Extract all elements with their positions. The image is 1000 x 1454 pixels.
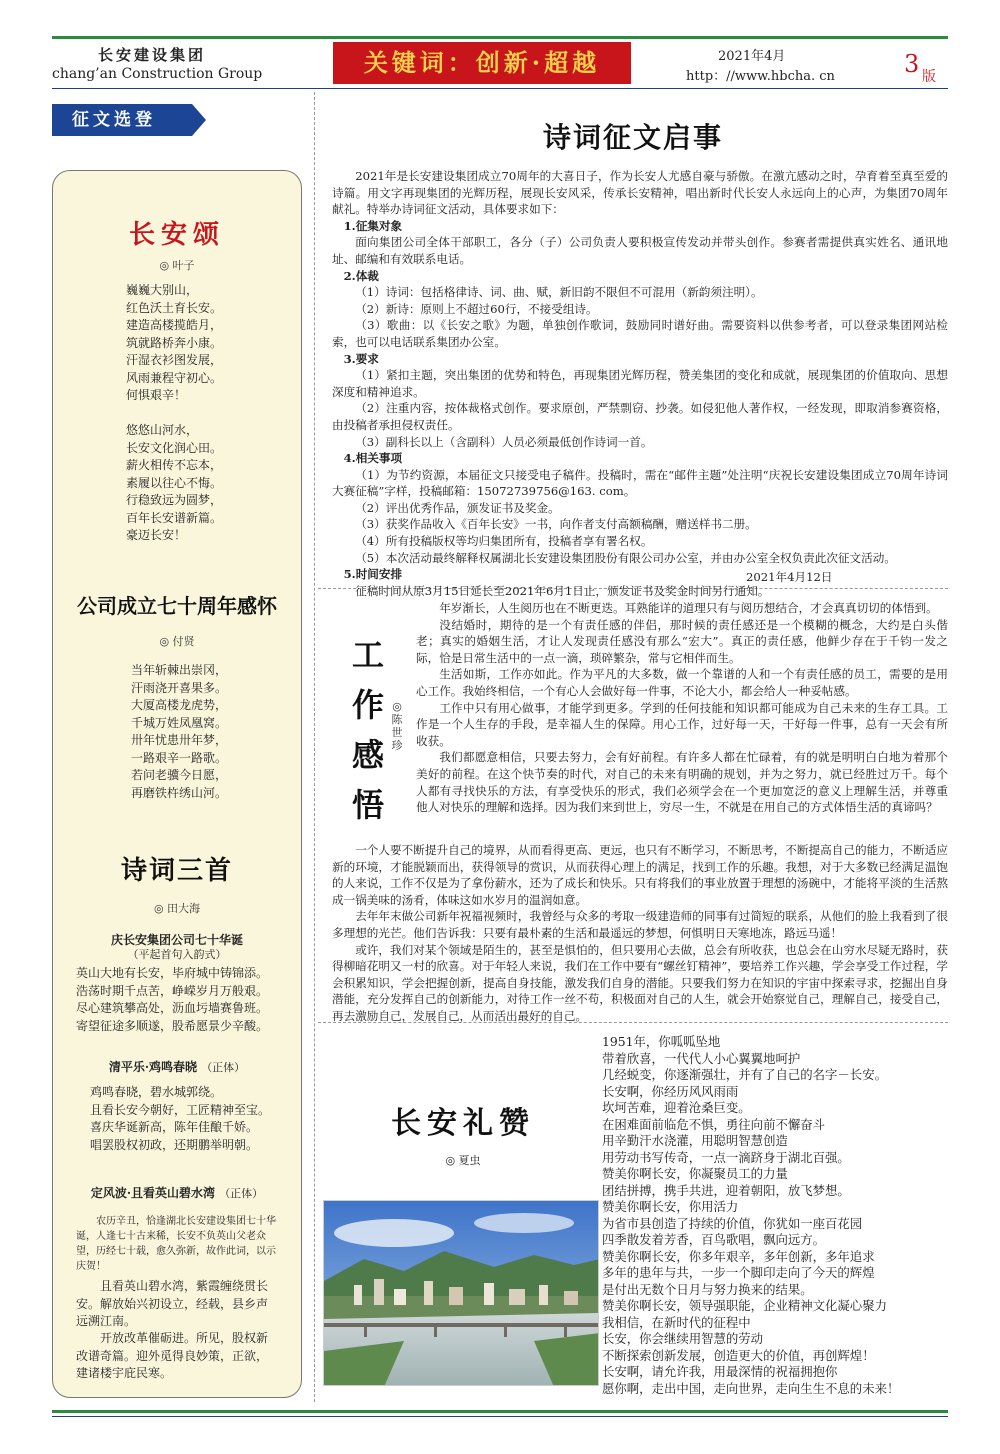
section-tag: 征文选登	[52, 104, 192, 136]
column-separator	[314, 92, 315, 1402]
subpoem-text: 开放改革催砺进。所见，股权新改谱奇篇。迎外觅得良妙策，正欲，建诸楼宇庇民寒。	[76, 1331, 269, 1380]
org-name-cn: 长安建设集团	[98, 46, 207, 64]
praise-author: ◎ 夏虫	[445, 1154, 481, 1167]
city-river-photo	[323, 1200, 599, 1386]
poem-author: ◎ 叶子	[159, 259, 195, 272]
subpoem-note: （平起首句入韵式）	[127, 948, 227, 961]
poem-author: ◎ 付贤	[159, 635, 195, 648]
website-url[interactable]: http：//www.hbcha. cn	[686, 69, 835, 84]
header-rule	[52, 88, 948, 89]
bottom-rule	[52, 1410, 948, 1413]
poem-stanza: 悠悠山河水， 长安文化润心田。 薪火相传不忘本， 素履以往心不悔。 行稳致远为圆梦， 百年长安谱新篇。 豪迈长安！	[126, 423, 223, 542]
praise-poem-text: 1951年，你呱呱坠地 带着欣喜，一代代人小心翼翼地呵护 几经蜕变，你逐渐强壮，并有了自己的名字－长安。 长安啊，你经历风风雨雨 坎坷苦难，迎着沧桑巨变。 在困难面前临危不惧，勇往向前不懈奋斗 用辛勤汗水浇灌，用聪明智慧创造 用劳动书写传奇，一点一滴跻身于湖北百强。 赞美你啊长安，你凝聚员工的力量 团结拼搏，携手共进，迎着朝阳，放飞梦想。 赞美你啊长安，你用活力 为省市县创造了持续的价值，你犹如一座百花园 四季散发着芳香，百鸟歌唱，飘向远方。 赞美你啊长安，你多年艰辛，多年创新，多年追求 多年的患年与共，一步一个脚印走向了今天的辉煌 是付出无数个日月与努力换来的结果。 赞美你啊长安，领导强职能，企业精神文化凝心聚力 我相信，在新时代的征程中 长安，你会继续用智慧的劳动 不断探索创新发展，创造更大的价值，再创辉煌！ 长安啊，请允许我，用最深情的祝福拥抱你 愿你啊，走出中国，走向世界，走向生生不息的未来！	[602, 1034, 900, 1396]
page-suffix: 版	[922, 69, 936, 85]
essay-body-upper: 年岁渐长，人生阅历也在不断更迭。耳熟能详的道理只有与阅历想结合，才会真真切切的体悟到。 没结婚时，期待的是一个有责任感的伴侣，那时候的责任感还是一个模糊的概念，大约是白头偕老；真实的婚姻生活，才让人发现责任感没有那么“宏大”。真正的责任感，他鲜少存在于千钧一发之际，恰是日常生活中的一点一滴，琐碎繁杂，常与它相伴而生。 生活如斯，工作亦如此。作为平凡的大多数，做一个靠谱的人和一个有责任感的员工，需要的是用心工作。我始终相信，一个有心人会做好每一件事，不论大小，都会给人一种妥帖感。 工作中只有用心做事，才能学到更多。学到的任何技能和知识都可能成为自己未来的生存工具。工作是一个人生存的手段，是幸福人生的保障。用心工作，过好每一天，干好每一件事，总有一天会有所收获。 我们都愿意相信，只要去努力，会有好前程。有许多人都在忙碌着，有的就是明明白白地为着那个美好的前程。在这个快节奏的时代，对自己的未来有明确的规划，并为之努力，就已经胜过万千。每个人都有寻找快乐的方法，有享受快乐的形式，我们必须学会在一个更加宽泛的意义上理解生活，并尊重他人对快乐的理解和选择。因为我们来到世上，穷尽一生，不就是在用自己的方式体悟生活的真谛吗？	[416, 601, 948, 815]
top-rule	[52, 36, 948, 39]
notice-date: 2021年4月12日	[746, 570, 833, 584]
page-number: 3	[904, 50, 920, 78]
subpoem-text: 鸡鸣春晓，碧水城郭绕。 且看长安今朝好，工匠精神至宝。 喜庆华诞新高，陈年佳酿千娇。 唱罢股权初政，还期鹏举明朝。	[90, 1085, 271, 1152]
keyword-banner: 关键词：创新·超越	[333, 42, 631, 84]
subpoem-title: 清平乐·鸡鸣春晓 （正体）	[108, 1060, 246, 1074]
praise-title: 长安礼赞	[391, 1106, 535, 1141]
org-name-en: chang’an Construction Group	[52, 66, 263, 82]
bottom-rule-thin	[52, 1416, 948, 1417]
essay-body-lower: 一个人要不断提升自己的境界，从而看得更高、更远，也只有不断学习，不断思考，不断提高自己的能力，不断适应新的环境，才能脱颖而出，获得领导的赏识，从而获得心理上的满足，找到工作的乐趣。我想，对于大多数已经满足温饱的人来说，工作不仅是为了拿份薪水，还为了成长和快乐。只有将我们的事业放置于理想的汤碗中，才能将平淡的生活熬成一锅美味的汤肴，体味这如水岁月的温润如意。 去年年末做公司新年祝福视频时，我曾经与众多的考取一级建造师的同事有过简短的联系，从他们的脸上我看到了很多理想的光芒。他们告诉我：只要有最朴素的生活和最遥远的梦想，何惧明日天寒地冻，路远马遥！ 或许，我们对某个领域是陌生的，甚至是惧怕的，但只要用心去做，总会有所收获，也总会在山穷水尽疑无路时，获得柳暗花明又一村的欣喜。对于年轻人来说，我们在工作中要有“螺丝钉精神”，要培养工作兴趣，学会享受工作过程，学会积累知识，学会把握创新，提高自身技能，激发我们自身的潜能。只要我们努力在知识的宇宙中探索寻求，挖掘出自身潜能，充分发挥自己的创新能力，对待工作一丝不苟，积极面对自己的人生，就会开始察觉自己，理解自己，接受自己，再去激励自己，发展自己，从而活出最好的自己。	[332, 843, 948, 1023]
essay-title: 工 作 感 悟	[351, 636, 384, 824]
subpoem-preface: 农历辛丑，恰逢湖北长安建设集团七十华诞，人逢七十古来稀，长安不负英山父老众望，历经七十载，愈久弥新，故作此词，以示庆贺！	[76, 1216, 276, 1272]
notice-body: 2021年是长安建设集团成立70周年的大喜日子，作为长安人尤感自豪与骄傲。在激亢感动之时，孕育着至真至爱的诗篇。用文字再现集团的光辉历程，展现长安风采，传承长安精神，唱出新时代长安人永远向上的心声，为集团70周年献礼。特举办诗词征文活动，具体要求如下： 1.征集对象 面向集团公司全体干部职工，各分（子）公司负责人要积极宣传发动并带头创作。参赛者需提供真实姓名、通讯地址、邮编和有效联系电话。 2.体裁 （1）诗词：包括格律诗、词、曲、赋，新旧韵不限但不可混用（新韵须注明）。 （2）新诗：原则上不超过60行，不接受组诗。 （3）歌曲：以《长安之歌》为题，单独创作歌词，鼓励同时谱好曲。需要资料以供参考者，可以登录集团网站检索，也可以电话联系集团办公室。 3.要求 （1）紧扣主题，突出集团的优势和特色，再现集团光辉历程，赞美集团的变化和成就，展现集团的价值取向、思想深度和精神追求。 （2）注重内容，按体裁格式创作。要求原创，严禁剽窃、抄袭。如侵犯他人著作权，一经发现，即取消参赛资格，由投稿者承担侵权责任。 （3）副科长以上（含副科）人员必须最低创作诗词一首。 4.相关事项 （1）为节约资源，本届征文只接受电子稿件。投稿时，需在“邮件主题”处注明“庆祝长安建设集团成立70周年诗词大赛征稿”字样，投稿邮箱：15072739756@163. com。 （2）评出优秀作品，颁发证书及奖金。 （3）获奖作品收入《百年长安》一书，向作者支付高额稿酬，赠送样书二册。 （4）所有投稿版权等均归集团所有，投稿者享有署名权。 （5）本次活动最终解释权属湖北长安建设集团股份有限公司办公室，并由办公室全权负责此次征文活动。 5.时间安排 征稿时间从原3月15日延长至2021年6月1日止，颁发证书及奖金时间另行通知。	[332, 169, 948, 598]
subpoem-text: 英山大地有长安，毕府城中铸锦添。 浩荡时期千点苦，峥嵘岁月万般艰。 尽心建筑攀高处，沥血圬墙赛鲁班。 寄望征途多顺遂，股希愿景少辛酸。	[76, 966, 269, 1033]
poem-title-changansong: 长安颂	[128, 220, 225, 250]
subpoem-title: 庆长安集团公司七十华诞	[110, 933, 243, 947]
subpoem-title: 定风波·且看英山碧水湾 （正体）	[90, 1186, 264, 1200]
poem-title-anniversary: 公司成立七十周年感怀	[77, 594, 277, 618]
poem-stanza: 巍巍大别山， 红色沃土育长安。 建造高楼揽皓月， 筑就路桥奔小康。 汗湿衣衫图发展， 风雨兼程守初心。 何惧艰辛！	[126, 283, 223, 402]
poem-author: ◎ 田大海	[153, 902, 201, 915]
poem-text: 当年斩棘出崇冈， 汗雨浇开喜果多。 大厦高楼龙虎势， 千城万姓凤凰窝。 卅年忧患卅年梦， 一路艰辛一路歌。 若问老骥今日愿， 再磨铁杵绣山河。	[131, 663, 228, 800]
poem-title-three-poems: 诗词三首	[120, 856, 233, 886]
subpoem-text: 且看英山碧水湾，紫霞缠绕贯长安。解放始兴初设立，经载，县乡声远溯江南。	[76, 1279, 269, 1328]
notice-title: 诗词征文启事	[542, 121, 723, 154]
essay-author: ◎陈世珍	[391, 700, 403, 752]
issue-date: 2021年4月	[718, 49, 786, 64]
